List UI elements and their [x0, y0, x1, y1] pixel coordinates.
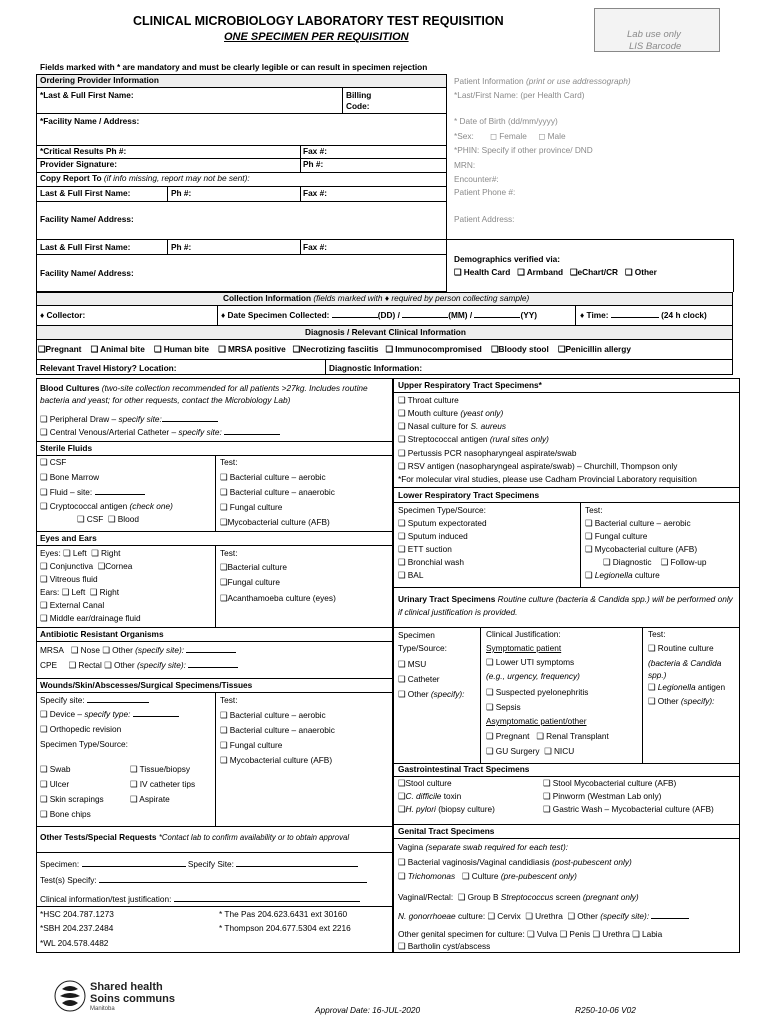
routine-culture-checkbox[interactable]: ❑ Routine culture — [648, 643, 714, 653]
animal-bite-checkbox[interactable]: ❑ Animal bite — [90, 344, 145, 354]
lower-type-label: Specimen Type/Source: — [398, 505, 486, 515]
mrsa-nose-checkbox[interactable]: ❑ Nose — [70, 645, 101, 655]
lis-barcode-label: LIS Barcode — [629, 41, 682, 52]
pyelonephritis-checkbox[interactable]: ❑ Suspected pyelonephritis — [486, 687, 589, 697]
gbs-checkbox[interactable]: ❑ Group B Streptococcus screen (pregnant only) — [457, 892, 639, 902]
urethra-checkbox[interactable]: ❑ Urethra — [592, 929, 630, 939]
catheter-checkbox[interactable]: ❑ Catheter — [398, 674, 440, 684]
urinary-header: Urinary Tract Specimens Routine culture (bacteria & Candida spp.) will be performed only if clinical justification is provided. — [398, 594, 733, 617]
cpe-rectal-checkbox[interactable]: ❑ Rectal — [68, 660, 102, 670]
symptomatic-label: Symptomatic patient — [486, 643, 562, 653]
asymptomatic-row-1 — [486, 732, 609, 742]
provider-fax-label[interactable]: Fax #: — [303, 146, 327, 156]
tissue-biopsy-checkbox[interactable]: ❑ Tissue/biopsy — [130, 764, 191, 774]
ng-urethra-checkbox[interactable]: ❑ Urethra — [525, 911, 563, 921]
skin-scrapings-checkbox[interactable]: ❑ Skin scrapings — [40, 794, 104, 804]
demographics-label: Demographics verified via: — [454, 254, 561, 264]
wl-phone: *WL 204.578.4482 — [40, 938, 109, 948]
wound-anaerobic-checkbox[interactable]: ❑ Bacterial culture – anaerobic — [220, 725, 335, 735]
vitreous-checkbox[interactable]: ❑ Vitreous fluid — [40, 574, 98, 584]
external-canal-checkbox[interactable]: ❑ External Canal — [40, 600, 105, 610]
eye-left-checkbox[interactable]: ❑ Left — [63, 548, 87, 558]
legionella-culture-checkbox[interactable]: ❑ Legionella culture — [585, 570, 660, 580]
bloody-stool-checkbox[interactable]: ❑Bloody stool — [491, 344, 549, 354]
cpe-row: CPE ❑ Rectal ❑ Other (specify site): — [40, 661, 238, 671]
cornea-checkbox[interactable]: ❑Cornea — [97, 561, 133, 571]
clinical-justification-label[interactable]: Clinical information/test justification: — [40, 895, 360, 905]
sbh-phone: *SBH 204.237.2484 — [40, 923, 114, 933]
diagnosis-checkbox-row — [38, 345, 631, 355]
urinary-test-label: Test: — [648, 629, 666, 639]
copy-facility-label[interactable]: Facility Name/ Address: — [40, 214, 134, 224]
fluid-site-checkbox[interactable]: ❑ Fluid – site: — [40, 488, 145, 498]
central-venous-checkbox[interactable]: ❑ Central Venous/Arterial Catheter – specify site: — [40, 428, 280, 438]
eyes-row: Eyes: ❑ Left ❑ Right — [40, 548, 121, 558]
cdiff-checkbox[interactable]: ❑C. difficile toxin — [398, 791, 462, 801]
human-bite-checkbox[interactable]: ❑ Human bite — [154, 344, 209, 354]
urinary-source-label: Type/Source: — [398, 643, 447, 653]
cryptococcal-checkbox[interactable]: ❑ Cryptococcal antigen (check one) — [40, 501, 173, 511]
eyes-ears-header: Eyes and Ears — [40, 533, 97, 543]
molecular-note: *For molecular viral studies, please use Cadham Provincial Laboratory requisition — [398, 474, 697, 484]
wound-type-label: Specimen Type/Source: — [40, 739, 128, 749]
eye-right-checkbox[interactable]: ❑ Right — [91, 548, 121, 558]
blood-cultures-text: Blood Cultures (two-site collection recommended for all patients >27kg. Includes routine bacteria and yeast; for other requests, contact the Microbiology Lab) — [40, 383, 368, 405]
eyes-bacterial-checkbox[interactable]: ❑Bacterial culture — [220, 562, 287, 572]
acanthamoeba-checkbox[interactable]: ❑Acanthamoeba culture (eyes) — [220, 593, 336, 603]
cpe-other-checkbox[interactable]: ❑ Other (specify site): — [104, 660, 186, 670]
approval-date: Approval Date: 16-JUL-2020 — [315, 1005, 421, 1015]
mrsa-positive-checkbox[interactable]: ❑ MRSA positive — [218, 344, 286, 354]
urinary-other-test-checkbox[interactable]: ❑ Other (specify): — [648, 696, 715, 706]
vagina-label: Vagina (separate swab required for each test): — [398, 842, 569, 852]
csf-checkbox[interactable]: ❑ CSF — [40, 457, 67, 467]
provider-signature-label[interactable]: Provider Signature: — [40, 159, 117, 169]
sex-label: *Sex: ◻ Female ◻ Male — [454, 131, 566, 141]
other-tests-header: Other Tests/Special Requests *Contact lab to confirm availability or to obtain approval — [40, 832, 350, 842]
gi-header: Gastrointestinal Tract Specimens — [398, 764, 530, 774]
travel-history-label[interactable]: Relevant Travel History? Location: — [40, 363, 177, 373]
patient-phone-label[interactable]: Patient Phone #: — [454, 187, 516, 197]
mandatory-note: Fields marked with * are mandatory and must be clearly legible or can result in specimen rejection — [40, 62, 428, 72]
urinary-pregnant-checkbox[interactable]: ❑ Pregnant — [486, 731, 530, 741]
copy2-fax-label[interactable]: Fax #: — [303, 242, 327, 252]
form-title: CLINICAL MICROBIOLOGY LABORATORY TEST REQUISITION — [133, 14, 504, 28]
routine-culture-note: (bacteria & Candida spp.) — [648, 658, 722, 680]
stool-afb-checkbox[interactable]: ❑ Stool Mycobacterial culture (AFB) — [543, 778, 677, 788]
critical-results-label[interactable]: *Critical Results Ph #: — [40, 146, 127, 156]
collection-header: Collection Information (fields marked with ♦ required by person collecting sample) — [223, 293, 530, 303]
follow-up-checkbox[interactable]: ❑ Follow-up — [660, 557, 707, 567]
facility-address-label[interactable]: *Facility Name / Address: — [40, 116, 140, 126]
pregnant-checkbox[interactable]: ❑Pregnant — [38, 344, 82, 354]
logo-text-2: Soins communs — [90, 993, 175, 1005]
sterile-fungal-checkbox[interactable]: ❑ Fungal culture — [220, 502, 283, 512]
middle-ear-checkbox[interactable]: ❑ Middle ear/drainage fluid — [40, 613, 141, 623]
bal-checkbox[interactable]: ❑ BAL — [398, 570, 424, 580]
urinary-other-checkbox[interactable]: ❑ Other (specify): — [398, 689, 465, 699]
eyes-fungal-checkbox[interactable]: ❑Fungal culture — [220, 577, 281, 587]
armband-checkbox[interactable]: ❑ Armband — [517, 267, 564, 277]
ng-other-checkbox[interactable]: ❑ Other (specify site): — [567, 911, 650, 921]
crypto-csf-checkbox[interactable]: ❑ CSF — [77, 514, 104, 524]
iv-catheter-checkbox[interactable]: ❑ IV catheter tips — [130, 779, 196, 789]
ett-suction-checkbox[interactable]: ❑ ETT suction — [398, 544, 452, 554]
lower-test-label: Test: — [585, 505, 603, 515]
ear-right-checkbox[interactable]: ❑ Right — [89, 587, 120, 597]
cervix-checkbox[interactable]: ❑ Cervix — [487, 911, 521, 921]
sputum-expectorated-checkbox[interactable]: ❑ Sputum expectorated — [398, 518, 487, 528]
billing-code-label[interactable]: Billing — [346, 90, 372, 100]
copy2-ph-label[interactable]: Ph #: — [171, 242, 192, 252]
vaginal-rectal-row: Vaginal/Rectal: ❑ Group B Streptococcus screen (pregnant only) — [398, 892, 639, 902]
sputum-induced-checkbox[interactable]: ❑ Sputum induced — [398, 531, 468, 541]
hsc-phone: *HSC 204.787.1273 — [40, 909, 114, 919]
phin-label[interactable]: *PHIN: Specify if other province/ DND — [454, 145, 593, 155]
ear-left-checkbox[interactable]: ❑ Left — [61, 587, 86, 597]
patient-address-label[interactable]: Patient Address: — [454, 214, 515, 224]
lab-use-box — [594, 8, 720, 52]
sterile-fluids-header: Sterile Fluids — [40, 443, 93, 453]
eyes-test-label: Test: — [220, 548, 238, 558]
provider-name-label[interactable]: *Last & Full First Name: — [40, 90, 134, 100]
lower-afb-checkbox[interactable]: ❑ Mycobacterial culture (AFB) — [585, 544, 698, 554]
copy-report-label: Copy Report To (if info missing, report may not be sent): — [40, 173, 250, 183]
upper-resp-header: Upper Respiratory Tract Specimens* — [398, 380, 542, 390]
sterile-aerobic-checkbox[interactable]: ❑ Bacterial culture – aerobic — [220, 472, 326, 482]
trich-culture-row — [398, 872, 577, 882]
copy-fax-label[interactable]: Fax #: — [303, 188, 327, 198]
diagnostic-info-label[interactable]: Diagnostic Information: — [329, 363, 423, 373]
the-pas-phone: * The Pas 204.623.6431 ext 30160 — [219, 909, 348, 919]
lower-uti-checkbox[interactable]: ❑ Lower UTI symptoms — [486, 657, 575, 667]
lower-fungal-checkbox[interactable]: ❑ Fungal culture — [585, 531, 648, 541]
msu-checkbox[interactable]: ❑ MSU — [398, 659, 427, 669]
billing-code-label-2: Code: — [346, 101, 370, 111]
uti-example-note: (e.g., urgency, frequency) — [486, 671, 580, 681]
orthopedic-checkbox[interactable]: ❑ Orthopedic revision — [40, 724, 122, 734]
wound-aerobic-checkbox[interactable]: ❑ Bacterial culture – aerobic — [220, 710, 326, 720]
gonorrhoeae-row: N. gonorrhoeae culture: ❑ Cervix ❑ Urethra ❑ Other (specify site): — [398, 912, 689, 922]
provider-section-title: Ordering Provider Information — [40, 75, 159, 85]
nicu-checkbox[interactable]: ❑ NICU — [544, 746, 575, 756]
form-number: R250-10-06 V02 — [575, 1005, 636, 1015]
gu-surgery-checkbox[interactable]: ❑ GU Surgery — [486, 746, 540, 756]
collector-label[interactable]: ♦ Collector: — [40, 310, 86, 320]
mouth-culture-checkbox[interactable]: ❑ Mouth culture (yeast only) — [398, 408, 504, 418]
wound-site-label[interactable]: Specify site: — [40, 696, 149, 706]
rsv-checkbox[interactable]: ❑ RSV antigen (nasopharyngeal aspirate/swab) – Churchill, Thompson only — [398, 461, 678, 471]
afb-options — [603, 558, 706, 568]
justification-label: Clinical Justification: — [486, 629, 561, 639]
diagnosis-header: Diagnosis / Relevant Clinical Information — [305, 327, 466, 337]
wound-fungal-checkbox[interactable]: ❑ Fungal culture — [220, 740, 283, 750]
provider-ph-label[interactable]: Ph #: — [303, 159, 324, 169]
trichomonas-checkbox[interactable]: ❑ Trichomonas — [398, 871, 456, 881]
copy2-name-label[interactable]: Last & Full First Name: — [40, 242, 131, 252]
copy-ph-label[interactable]: Ph #: — [171, 188, 192, 198]
crypto-sub-options — [77, 515, 139, 525]
pinworm-checkbox[interactable]: ❑ Pinworm (Westman Lab only) — [543, 791, 662, 801]
nasal-culture-checkbox[interactable]: ❑ Nasal culture for S. aureus — [398, 421, 506, 431]
stool-culture-checkbox[interactable]: ❑Stool culture — [398, 778, 452, 788]
mrn-label[interactable]: MRN: — [454, 160, 476, 170]
hpylori-checkbox[interactable]: ❑H. pylori (biopsy culture) — [398, 804, 495, 814]
penis-checkbox[interactable]: ❑ Penis — [559, 929, 591, 939]
health-card-checkbox[interactable]: ❑ Health Card — [454, 267, 511, 277]
demographics-options — [454, 268, 657, 278]
patient-info-label: Patient Information (print or use addressograph) — [454, 76, 631, 86]
bartholin-checkbox[interactable]: ❑ Bartholin cyst/abscess — [398, 941, 491, 951]
lower-resp-header: Lower Respiratory Tract Specimens — [398, 490, 540, 500]
asymptomatic-row-2 — [486, 747, 574, 757]
other-genital-row: Other genital specimen for culture: ❑ Vulva ❑ Penis ❑ Urethra ❑ Labia — [398, 929, 663, 939]
conjunctiva-checkbox[interactable]: ❑ Conjunctiva — [40, 561, 94, 571]
vulva-checkbox[interactable]: ❑ Vulva — [527, 929, 558, 939]
wound-test-label: Test: — [220, 695, 238, 705]
logo-text-1: Shared health — [90, 981, 163, 993]
thompson-phone: * Thompson 204.677.5304 ext 2216 — [219, 923, 351, 933]
swab-checkbox[interactable]: ❑ Swab — [40, 764, 71, 774]
urinary-specimen-label: Specimen — [398, 630, 435, 640]
diagnostic-checkbox[interactable]: ❑ Diagnostic — [603, 557, 652, 567]
bv-checkbox[interactable]: ❑ Bacterial vaginosis/Vaginal candidiasis (post-pubescent only) — [398, 857, 632, 867]
penicillin-checkbox[interactable]: ❑Penicillin allergy — [558, 344, 631, 354]
wound-afb-checkbox[interactable]: ❑ Mycobacterial culture (AFB) — [220, 755, 333, 765]
pertussis-checkbox[interactable]: ❑ Pertussis PCR nasopharyngeal aspirate/swab — [398, 448, 577, 458]
time-label[interactable]: ♦ Time: (24 h clock) — [580, 310, 707, 320]
ulcer-checkbox[interactable]: ❑ Ulcer — [40, 779, 70, 789]
wounds-header: Wounds/Skin/Abscesses/Surgical Specimens/Tissues — [40, 680, 253, 690]
immunocompromised-checkbox[interactable]: ❑ Immunocompromised — [385, 344, 482, 354]
aspirate-checkbox[interactable]: ❑ Aspirate — [130, 794, 170, 804]
other-checkbox[interactable]: ❑ Other — [624, 267, 657, 277]
copy2-facility-label[interactable]: Facility Name/ Address: — [40, 268, 134, 278]
antibiotic-header: Antibiotic Resistant Organisms — [40, 629, 164, 639]
mrsa-other-checkbox[interactable]: ❑ Other (specify site): — [102, 645, 185, 655]
conj-cornea-row — [40, 562, 132, 572]
gastric-wash-checkbox[interactable]: ❑ Gastric Wash – Mycobacterial culture (AFB) — [543, 804, 714, 814]
sterile-anaerobic-checkbox[interactable]: ❑ Bacterial culture – anaerobic — [220, 487, 335, 497]
sterile-test-label: Test: — [220, 457, 238, 467]
device-checkbox[interactable]: ❑ Device – specify type: — [40, 710, 179, 720]
pre-pubescent-culture-checkbox[interactable]: ❑ Culture (pre-pubescent only) — [462, 871, 577, 881]
bone-chips-checkbox[interactable]: ❑ Bone chips — [40, 809, 91, 819]
form-subtitle: ONE SPECIMEN PER REQUISITION — [224, 31, 409, 43]
asymptomatic-label: Asymptomatic patient/other — [486, 716, 587, 726]
logo-text-3: Manitoba — [90, 1006, 115, 1012]
ears-row: Ears: ❑ Left ❑ Right — [40, 587, 120, 597]
strep-antigen-checkbox[interactable]: ❑ Streptococcal antigen (rural sites only) — [398, 434, 549, 444]
mrsa-row: MRSA ❑ Nose ❑ Other (specify site): — [40, 646, 236, 656]
dob-label[interactable]: * Date of Birth (dd/mm/yyyy) — [454, 116, 558, 126]
lab-use-only-label: Lab use only — [627, 29, 681, 40]
crypto-blood-checkbox[interactable]: ❑ Blood — [107, 514, 139, 524]
encounter-label[interactable]: Encounter#: — [454, 174, 499, 184]
patient-name-label[interactable]: *Last/First Name: (per Health Card) — [454, 90, 585, 100]
necrotizing-checkbox[interactable]: ❑Necrotizing fasciitis — [292, 344, 379, 354]
bronchial-wash-checkbox[interactable]: ❑ Bronchial wash — [398, 557, 465, 567]
male-checkbox[interactable]: ◻ Male — [538, 131, 566, 141]
tests-specify-label[interactable]: Test(s) Specify: — [40, 876, 367, 886]
echart-checkbox[interactable]: ❑eChart/CR — [570, 267, 619, 277]
lower-aerobic-checkbox[interactable]: ❑ Bacterial culture – aerobic — [585, 518, 691, 528]
sepsis-checkbox[interactable]: ❑ Sepsis — [486, 702, 521, 712]
genital-header: Genital Tract Specimens — [398, 826, 495, 836]
sterile-afb-checkbox[interactable]: ❑Mycobacterial culture (AFB) — [220, 517, 330, 527]
shared-health-logo — [53, 979, 87, 1013]
labia-checkbox[interactable]: ❑ Labia — [632, 929, 663, 939]
renal-transplant-checkbox[interactable]: ❑ Renal Transplant — [536, 731, 609, 741]
copy-name-label[interactable]: Last & Full First Name: — [40, 188, 131, 198]
female-checkbox[interactable]: ◻ Female — [489, 131, 527, 141]
bone-marrow-checkbox[interactable]: ❑ Bone Marrow — [40, 472, 100, 482]
date-collected-label[interactable]: ♦ Date Specimen Collected: (DD) / (MM) / (YY) — [221, 310, 538, 320]
other-specimen-label[interactable]: Specimen: Specify Site: — [40, 860, 358, 870]
throat-culture-checkbox[interactable]: ❑ Throat culture — [398, 395, 459, 405]
urinary-legionella-checkbox[interactable]: ❑ Legionella antigen — [648, 682, 726, 692]
peripheral-draw-checkbox[interactable]: ❑ Peripheral Draw – specify site: — [40, 415, 218, 425]
